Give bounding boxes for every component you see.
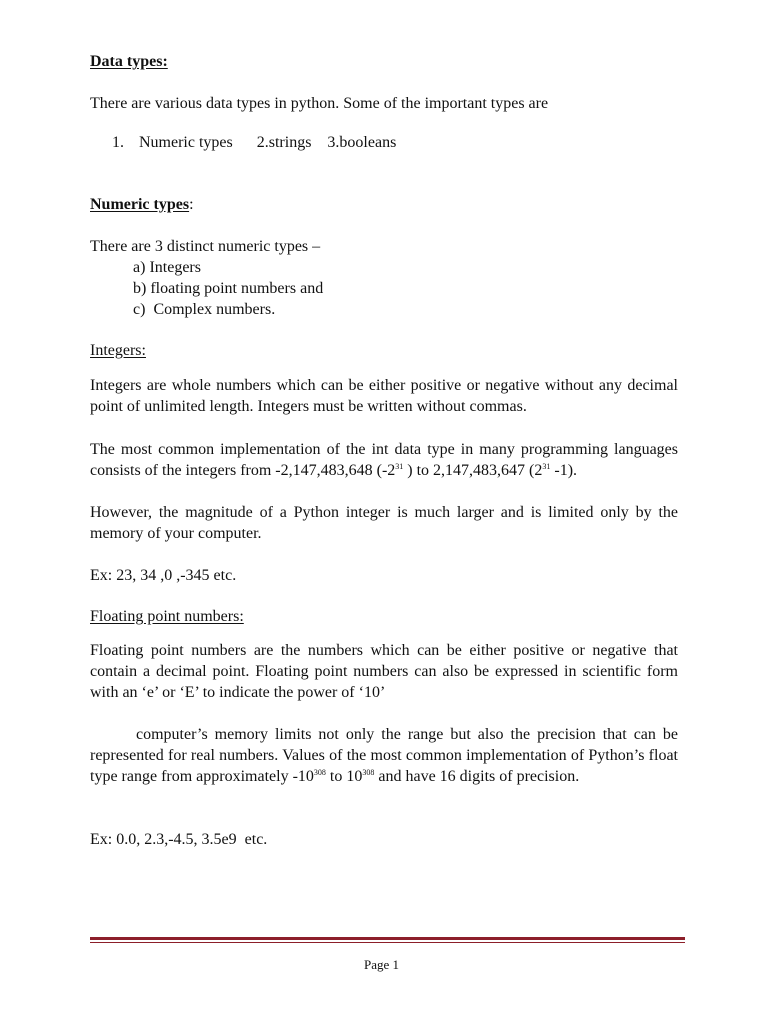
list-marker: b) — [133, 280, 147, 297]
numeric-list-item-c — [133, 299, 275, 320]
integers-p2-text-c: -1). — [550, 462, 578, 479]
numeric-types-intro: There are 3 distinct numeric types – — [90, 238, 321, 255]
floats-p2-sup-2: 308 — [362, 768, 375, 777]
data-types-heading: Data types: — [90, 53, 168, 70]
footer-rule-thin — [90, 942, 685, 943]
list-text: Integers — [149, 259, 201, 276]
floats-p2-text-b: to 10 — [325, 768, 363, 785]
data-types-intro: There are various data types in python. Some of the important types are — [90, 95, 549, 112]
numeric-types-heading-text: Numeric types — [90, 196, 190, 213]
floats-p2-text-a: computer’s memory limits not only the range but also the precision that can be represented for real numbers. Values of the most common implementation of Python’s float type range from approximately -10 — [90, 726, 678, 785]
integers-p2-text-b: ) to 2,147,483,647 (2 — [403, 462, 543, 479]
integers-paragraph-3: However, the magnitude of a Python integer is much larger and is limited only by the memory of your computer. — [90, 504, 678, 542]
floats-p2-sup-1: 308 — [313, 768, 326, 777]
list-text: floating point numbers and — [150, 280, 324, 297]
list-text: Numeric types 2.strings 3.booleans — [139, 134, 397, 151]
integers-p2-sup-1: 31 — [395, 462, 404, 471]
footer-rule-thick — [90, 937, 685, 940]
list-marker: c) — [133, 301, 146, 318]
list-text: Complex numbers. — [149, 301, 276, 318]
page-number: Page 1 — [364, 957, 400, 972]
floats-example: Ex: 0.0, 2.3,-4.5, 3.5e9 etc. — [90, 831, 268, 848]
integers-p2-sup-2: 31 — [542, 462, 551, 471]
floats-paragraph-1: Floating point numbers are the numbers which can be either positive or negative that contain a decimal point. Floating point numbers can also be expressed in scientific form with an ‘e’ or ‘E’ to indicate the power of ‘10’ — [90, 642, 678, 701]
numeric-list-item-b — [133, 278, 323, 299]
floats-paragraph-2 — [90, 724, 678, 787]
numeric-list-item-a — [133, 257, 201, 278]
list-number: 1. — [112, 134, 124, 151]
integers-example: Ex: 23, 34 ,0 ,-345 etc. — [90, 567, 237, 584]
data-types-list-item — [112, 132, 396, 153]
numeric-types-heading-colon: : — [189, 196, 194, 213]
integers-heading: Integers: — [90, 342, 146, 359]
integers-paragraph-1: Integers are whole numbers which can be either positive or negative without any decimal point of unlimited length. Integers must be written without commas. — [90, 377, 678, 415]
integers-paragraph-2 — [90, 439, 678, 481]
numeric-types-heading — [90, 194, 194, 215]
floats-heading: Floating point numbers: — [90, 608, 244, 625]
floats-p2-text-c: and have 16 digits of precision. — [374, 768, 580, 785]
list-marker: a) — [133, 259, 146, 276]
integers-p2-text-a: The most common implementation of the int data type in many programming languages consists of the integers from -2,147,483,648 (-2 — [90, 441, 678, 479]
